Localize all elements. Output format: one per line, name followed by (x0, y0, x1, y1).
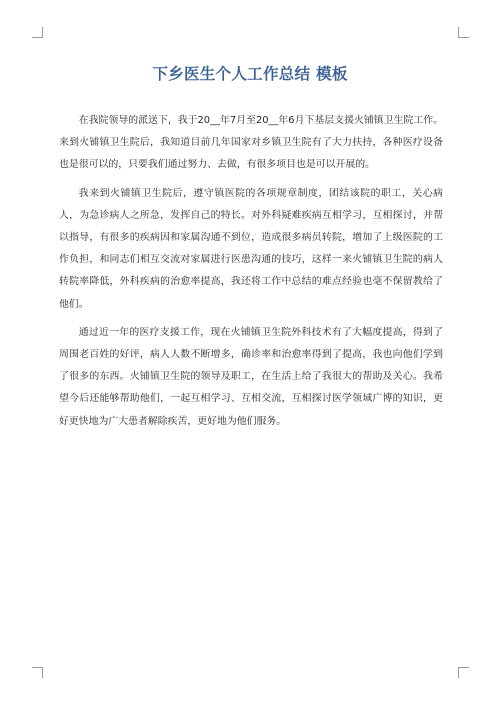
paragraph-2: 我来到火铺镇卫生院后，遵守镇医院的各项规章制度，团结该院的职工，关心病人，为急诊病人之所急，发挥自己的特长。对外科疑难疾病互相学习，互相探讨，并帮以指导，有很多的疾病因和家属沟通不到位，造成很多病员转院，增加了上级医院的工作负担，和同志们相互交流对家属进行医患沟通的技巧，这样一来火铺镇卫生院的病人转院率降低，外科疾病的治愈率提高，我还将工作中总结的难点经验也毫不保留教给了他们。 (59, 187, 443, 310)
crop-mark-top-left (32, 27, 43, 38)
document-title: 下乡医生个人工作总结 模板 (152, 65, 348, 83)
paragraph-3: 通过近一年的医疗支援工作，现在火铺镇卫生院外科技术有了大幅度提高，得到了周围老百姓的好评，病人人数不断增多，确诊率和治愈率得到了提高，我也向他们学到了很多的东西。火铺镇卫生院的领导及职工，在生活上给了我很大的帮助及关心。我希望今后还能够帮助他们，一起互相学习、互相交流，互相探讨医学领域广博的知识，更好更快地为广大患者解除疾苦，更好地为他们服务。 (59, 326, 443, 427)
document-body (59, 110, 443, 439)
crop-mark-top-right (458, 27, 469, 38)
crop-mark-bottom-left (32, 667, 43, 678)
paragraph-1: 在我院领导的派送下，我于20__年7月至20__年6月下基层支援火铺镇卫生院工作。来到火铺镇卫生院后，我知道目前几年国家对乡镇卫生院有了大力扶持，各种医疗设备也是很可以的，只要我们通过努力、去做，有很多项目也是可以开展的。 (59, 115, 443, 171)
crop-mark-bottom-right (458, 667, 469, 678)
